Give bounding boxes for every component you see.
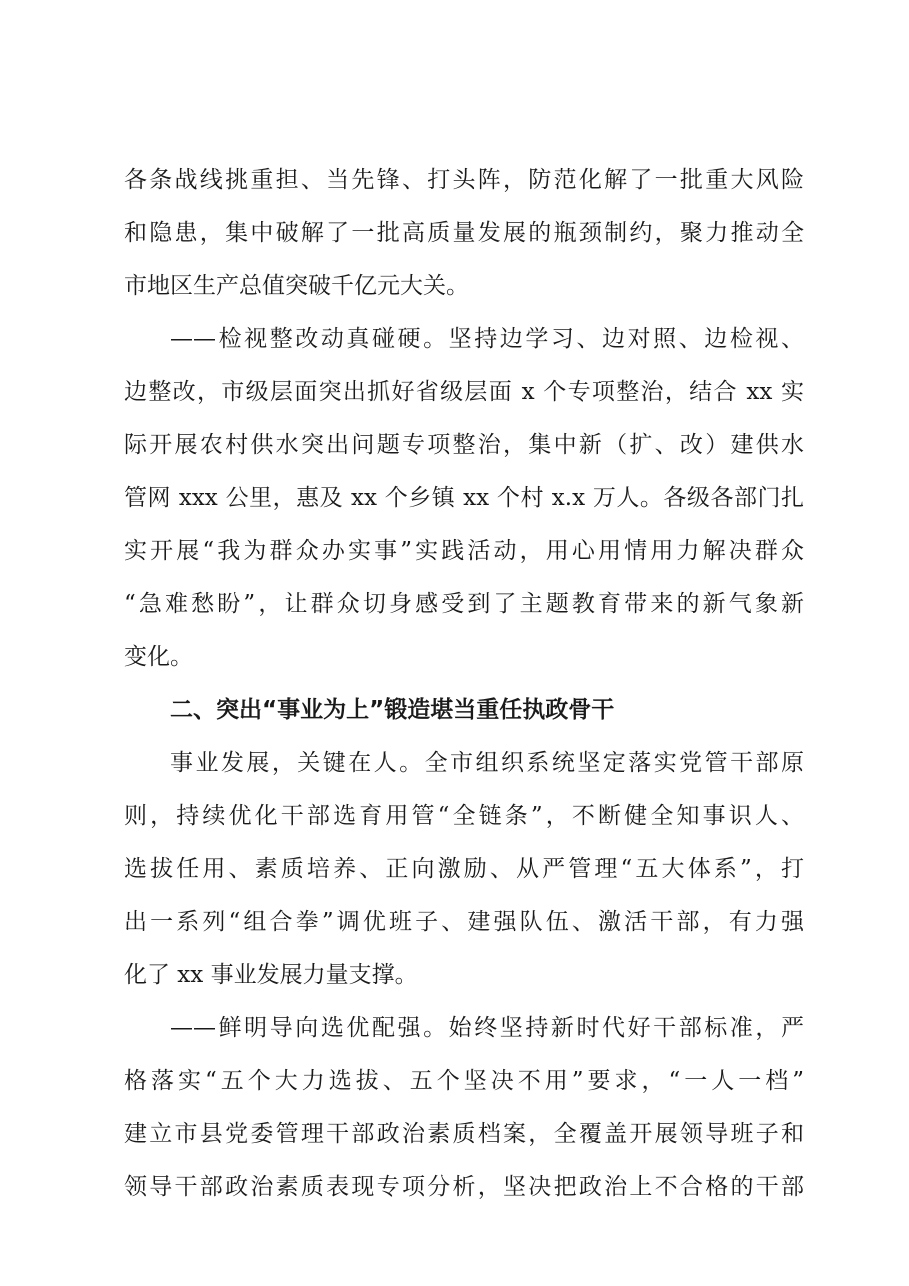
paragraph-line: 选拔任用、素质培养、正向激励、从严管理“五大体系”，打	[124, 856, 804, 882]
section-heading: 二、突出“事业为上”锻造堪当重任执政骨干	[170, 697, 615, 723]
paragraph-line: 领导干部政治素质表现专项分析，坚决把政治上不合格的干部	[124, 1174, 804, 1200]
paragraph-line: 格落实“五个大力选拔、五个坚决不用”要求，“一人一档”	[124, 1068, 804, 1094]
paragraph-line: 实开展“我为群众办实事”实践活动，用心用情用力解决群众	[124, 538, 804, 564]
paragraph-line: 事业发展，关键在人。全市组织系统坚定落实党管干部原	[170, 750, 804, 776]
paragraph-line: 和隐患，集中破解了一批高质量发展的瓶颈制约，聚力推动全	[124, 220, 804, 246]
paragraph-line: 管网 xxx 公里，惠及 xx 个乡镇 xx 个村 x.x 万人。各级各部门扎	[124, 485, 804, 511]
paragraph-line: ——鲜明导向选优配强。始终坚持新时代好干部标准，严	[170, 1015, 804, 1041]
paragraph-line: 各条战线挑重担、当先锋、打头阵，防范化解了一批重大风险	[124, 167, 804, 193]
paragraph-line: 则，持续优化干部选育用管“全链条”，不断健全知事识人、	[124, 803, 804, 829]
paragraph-line: “急难愁盼”，让群众切身感受到了主题教育带来的新气象新	[124, 591, 804, 617]
paragraph-line: 变化。	[124, 644, 193, 670]
paragraph-line: 出一系列“组合拳”调优班子、建强队伍、激活干部，有力强	[124, 909, 804, 935]
paragraph-line: ——检视整改动真碰硬。坚持边学习、边对照、边检视、	[170, 326, 804, 352]
paragraph-line: 建立市县党委管理干部政治素质档案，全覆盖开展领导班子和	[124, 1121, 804, 1147]
paragraph-line: 市地区生产总值突破千亿元大关。	[124, 273, 469, 299]
paragraph-line: 边整改，市级层面突出抓好省级层面 x 个专项整治，结合 xx 实	[124, 379, 804, 405]
paragraph-line: 际开展农村供水突出问题专项整治，集中新（扩、改）建供水	[124, 432, 804, 458]
paragraph-line: 化了 xx 事业发展力量支撑。	[124, 962, 418, 988]
